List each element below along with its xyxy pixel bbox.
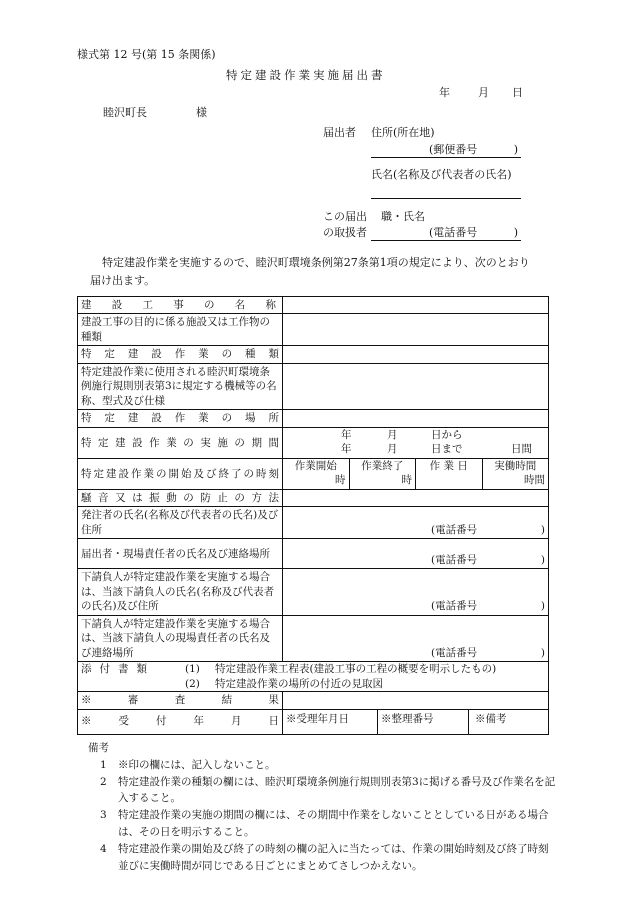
construction-name-label: 建設工事の名称 bbox=[78, 297, 283, 314]
work-type-label: 特定建設作業の種類 bbox=[78, 346, 283, 363]
prevention-method-label: 騒音又は振動の防止の方法 bbox=[78, 489, 283, 506]
note-item: 4 特定建設作業の開始及び終了の時刻の欄の記入に当たっては、作業の開始時刻及び終了時刻並びに実働時間が同じである日ごとにまとめてさしつかえない。 bbox=[88, 841, 558, 875]
orderer-label: 発注者の氏名(名称及び代表者の氏名)及び住所 bbox=[78, 507, 283, 539]
attachment-1-number: (1) bbox=[185, 663, 200, 676]
honorific: 様 bbox=[196, 106, 207, 119]
period-end-year: 年 bbox=[341, 442, 352, 455]
subcontractor-phone-open: (電話番号 bbox=[431, 600, 478, 613]
handler-phone-open: (電話番号 bbox=[429, 226, 478, 239]
start-time-cell[interactable] bbox=[283, 459, 349, 489]
notifier-name-line bbox=[371, 186, 521, 199]
subcontractor-label: 下請負人が特定建設作業を実施する場合は、当該下請負人の氏名(名称及び代表者の氏名)及び住所 bbox=[78, 569, 283, 615]
site-manager-field[interactable] bbox=[283, 539, 549, 569]
period-start-month: 月 bbox=[387, 428, 398, 441]
intro-line-2: 届け出ます。 bbox=[90, 274, 156, 287]
subcontractor-manager-phone-open: (電話番号 bbox=[431, 646, 478, 659]
subcontractor-manager-label: 下請負人が特定建設作業を実施する場合は、当該下請負人の現場責任者の氏名及び連絡場所 bbox=[78, 615, 283, 661]
start-time-label: 作業開始 bbox=[294, 459, 337, 472]
review-result-field[interactable] bbox=[283, 692, 549, 709]
notifier-address-label: 住所(所在地) bbox=[371, 126, 435, 139]
note-3-text: 特定建設作業の実施の期間の欄には、その期間中作業をしないこととしている日がある場合は、その日を明示すること。 bbox=[118, 809, 549, 838]
orderer-phone-close: ) bbox=[540, 523, 545, 536]
notification-table bbox=[77, 296, 549, 735]
notes-title: 備考 bbox=[88, 742, 109, 754]
handler-label-1: この届出 bbox=[323, 210, 367, 223]
prevention-method-field[interactable] bbox=[283, 489, 549, 506]
subcontractor-manager-phone-close: ) bbox=[540, 646, 545, 659]
site-manager-phone-close: ) bbox=[540, 553, 545, 566]
work-hours-label: 特定建設作業の開始及び終了の時刻 bbox=[78, 458, 283, 489]
period-from: 日から bbox=[431, 428, 463, 441]
postal-close: ) bbox=[513, 143, 518, 156]
work-location-label: 特定建設作業の場所 bbox=[78, 410, 283, 427]
period-end-month: 月 bbox=[387, 442, 398, 455]
subcontractor-manager-field[interactable] bbox=[283, 615, 549, 661]
work-period-label: 特定建設作業の実施の期間 bbox=[78, 427, 283, 458]
workday-cell[interactable] bbox=[415, 459, 482, 489]
addressee: 睦沢町長 bbox=[103, 106, 147, 119]
machinery-field[interactable] bbox=[283, 363, 549, 409]
facility-type-label: 建設工事の目的に係る施設又は工作物の種類 bbox=[78, 314, 283, 346]
note-1-text: ※印の欄には、記入しないこと。 bbox=[118, 758, 276, 771]
notifier-name-label: 氏名(名称及び代表者の氏名) bbox=[371, 168, 512, 181]
postal-open: (郵便番号 bbox=[429, 143, 478, 156]
note-item: 2 特定建設作業の種類の欄には、睦沢町環境条例施行規則別表第3に掲げる番号及び作業名を記入すること。 bbox=[88, 774, 558, 808]
note-item: 1 ※印の欄には、記入しないこと。 bbox=[88, 757, 558, 774]
construction-name-field[interactable] bbox=[283, 297, 549, 314]
attachment-2-number: (2) bbox=[185, 677, 200, 690]
handler-phone-close: ) bbox=[513, 226, 518, 239]
handler-phone-line bbox=[371, 226, 521, 241]
postal-code-line bbox=[371, 143, 521, 158]
note-4-text: 特定建設作業の開始及び終了の時刻の欄の記入に当たっては、作業の開始時刻及び終了時刻並びに実働時間が同じである日ごとにまとめてさしつかえない。 bbox=[118, 842, 549, 872]
notes-section bbox=[88, 740, 558, 874]
handler-label-2: の取扱者 bbox=[323, 226, 367, 239]
date-day-label: 日 bbox=[512, 86, 523, 99]
intro-line-1: 特定建設作業を実施するので、睦沢町環境条例第27条第1項の規定により、次のとおり bbox=[102, 256, 530, 269]
attachments-row bbox=[78, 662, 549, 692]
subcontractor-field[interactable] bbox=[283, 569, 549, 615]
note-2-text: 特定建設作業の種類の欄には、睦沢町環境条例施行規則別表第3に掲げる番号及び作業名を記入すること。 bbox=[118, 775, 556, 805]
reference-number-text: ※整理番号 bbox=[381, 712, 434, 725]
subcontractor-phone-close: ) bbox=[540, 600, 545, 613]
period-days: 日間 bbox=[511, 442, 532, 455]
date-month-label: 月 bbox=[478, 86, 489, 99]
handler-position-name: 職・氏名 bbox=[381, 210, 425, 223]
working-hours-cell[interactable] bbox=[482, 459, 549, 489]
remarks-cell-text: ※備考 bbox=[475, 712, 507, 725]
date-year-label: 年 bbox=[439, 86, 450, 99]
form-number: 様式第 12 号(第 15 条関係) bbox=[77, 48, 216, 61]
machinery-label: 特定建設作業に使用される睦沢町環境条例施行規則別表第3に規定する機械等の名称、型式及び仕様 bbox=[78, 363, 283, 409]
orderer-phone-open: (電話番号 bbox=[431, 523, 478, 536]
work-hours-field bbox=[283, 458, 549, 489]
receipt-date-text: ※受理年月日 bbox=[286, 712, 349, 725]
receipt-date-label: ※受付年月日 bbox=[78, 709, 283, 734]
working-hours-unit: 時間 bbox=[524, 474, 545, 487]
office-use-field bbox=[283, 709, 549, 734]
end-time-unit: 時 bbox=[401, 474, 412, 487]
note-item: 3 特定建設作業の実施の期間の欄には、その期間中作業をしないこととしている日がある場合は、その日を明示すること。 bbox=[88, 807, 558, 841]
notifier-label: 届出者 bbox=[323, 126, 356, 139]
facility-type-field[interactable] bbox=[283, 314, 549, 346]
review-result-label: ※審査結果 bbox=[78, 692, 283, 709]
attachment-1-text: 特定建設作業工程表(建設工事の工程の概要を明示したもの) bbox=[215, 663, 497, 676]
attachments-label: 添付書類 bbox=[81, 663, 155, 676]
period-start-year: 年 bbox=[341, 428, 352, 441]
period-until: 日まで bbox=[431, 442, 463, 455]
work-type-field[interactable] bbox=[283, 346, 549, 363]
working-hours-label: 実働時間 bbox=[494, 459, 537, 472]
attachment-2-text: 特定建設作業の場所の付近の見取図 bbox=[215, 677, 383, 690]
orderer-field[interactable] bbox=[283, 507, 549, 539]
reference-number-cell[interactable] bbox=[378, 710, 469, 734]
remarks-cell[interactable] bbox=[469, 710, 548, 734]
end-time-label: 作業終了 bbox=[361, 459, 404, 472]
workday-label: 作 業 日 bbox=[429, 459, 468, 472]
site-manager-phone-open: (電話番号 bbox=[431, 553, 478, 566]
document-title: 特定建設作業実施届出書 bbox=[226, 68, 386, 82]
site-manager-label: 届出者・現場責任者の氏名及び連絡場所 bbox=[78, 539, 283, 569]
start-time-unit: 時 bbox=[335, 474, 346, 487]
end-time-cell[interactable] bbox=[349, 459, 416, 489]
work-location-field[interactable] bbox=[283, 410, 549, 427]
receipt-date-cell[interactable] bbox=[283, 710, 378, 734]
work-period-field[interactable] bbox=[283, 427, 549, 458]
